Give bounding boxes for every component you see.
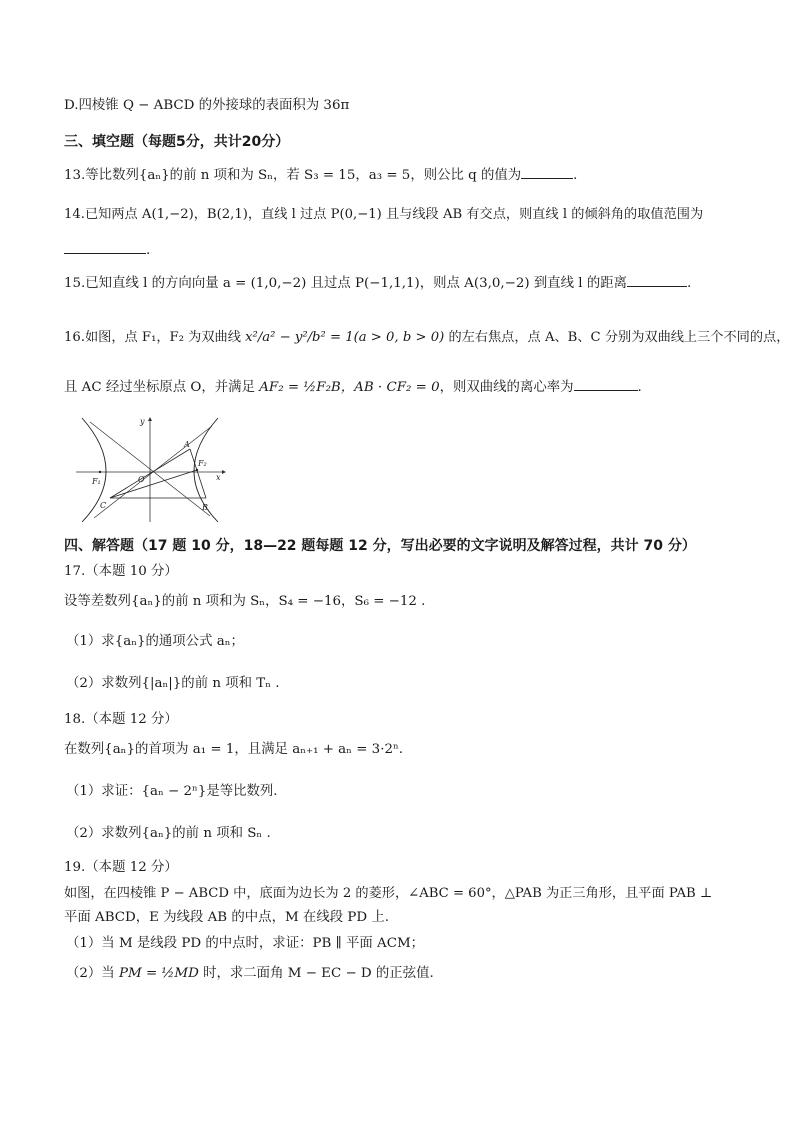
question-14: 14.已知两点 A(1,−2)，B(2,1)，直线 l 过点 P(0,−1) 且与线段 AB 有交点，则直线 l 的倾斜角的取值范围为 bbox=[64, 207, 704, 222]
question-16-text-c1: 且 AC 经过坐标原点 O，并满足 bbox=[64, 380, 255, 395]
answer-blank-13[interactable] bbox=[521, 164, 573, 179]
question-15 bbox=[64, 272, 754, 294]
question-14-answer-line bbox=[64, 239, 754, 261]
x-axis-arrow bbox=[222, 470, 226, 474]
question-15-end: . bbox=[687, 276, 692, 291]
question-18-body: 在数列{aₙ}的首项为 a₁ = 1，且满足 aₙ₊₁ + aₙ = 3·2ⁿ. bbox=[64, 742, 404, 757]
label-o: O bbox=[138, 475, 145, 484]
question-16-text-b: 的左右焦点，点 A、B、C 分别为双曲线上三个不同的点， bbox=[448, 330, 790, 345]
question-14-end: . bbox=[146, 243, 151, 258]
question-17-part2: （2）求数列{|aₙ|}的前 n 项和 Tₙ . bbox=[66, 676, 280, 691]
question-16-line2 bbox=[64, 376, 754, 398]
question-18-part1: （1）求证：{aₙ − 2ⁿ}是等比数列. bbox=[66, 784, 278, 799]
question-16-line1 bbox=[64, 328, 790, 348]
segment-c-f2 bbox=[110, 470, 197, 498]
question-18-heading: 18.（本题 12 分） bbox=[64, 712, 178, 727]
label-c: C bbox=[100, 501, 107, 510]
focus-f2-point bbox=[196, 469, 198, 471]
question-15-text: 15.已知直线 l 的方向向量 a = (1,0,−2) 且过点 P(−1,1,1)，则点 A(3,0,−2) 到直线 l 的距离 bbox=[64, 276, 627, 291]
y-axis-arrow bbox=[148, 417, 152, 421]
question-18-part2: （2）求数列{aₙ}的前 n 项和 Sₙ . bbox=[66, 826, 271, 841]
section-answer-title: 四、解答题（17 题 10 分，18—22 题每题 12 分，写出必要的文字说明及解答过程，共计 70 分） bbox=[64, 538, 696, 554]
question-19-part1: （1）当 M 是线段 PD 的中点时，求证：PB ∥ 平面 ACM； bbox=[66, 936, 425, 951]
focus-f1-point bbox=[99, 471, 101, 473]
question-16-text-c3: ，则双曲线的离心率为 bbox=[439, 380, 574, 395]
label-b: B bbox=[202, 503, 208, 512]
segment-ab bbox=[190, 449, 206, 498]
question-19-part2-a: （2）当 bbox=[66, 966, 115, 981]
hyperbola-figure bbox=[70, 414, 230, 524]
label-a: A bbox=[184, 440, 190, 449]
question-19-part2 bbox=[66, 964, 754, 984]
triangle-lines bbox=[110, 449, 206, 498]
question-17-part1: （1）求{aₙ}的通项公式 aₙ； bbox=[66, 634, 244, 649]
question-19-body1: 如图，在四棱锥 P − ABCD 中，底面为边长为 2 的菱形，∠ABC = 60°，△PAB 为正三角形，且平面 PAB ⊥ bbox=[64, 886, 713, 901]
label-x: x bbox=[216, 473, 221, 482]
answer-blank-15[interactable] bbox=[627, 272, 687, 287]
question-17-body: 设等差数列{aₙ}的前 n 项和为 Sₙ，S₄ = −16，S₆ = −12 . bbox=[64, 594, 426, 609]
question-13-end: . bbox=[573, 168, 578, 183]
answer-blank-16[interactable] bbox=[574, 376, 638, 391]
question-17-heading: 17.（本题 10 分） bbox=[64, 564, 178, 579]
question-19-part2-c: 时，求二面角 M − EC − D 的正弦值. bbox=[203, 966, 434, 981]
question-13 bbox=[64, 164, 754, 186]
ratio-condition: PM = ½MD bbox=[118, 966, 199, 981]
section-fill-in-title: 三、填空题（每题5分，共计20分） bbox=[64, 134, 290, 150]
option-d-line: D.四棱锥 Q − ABCD 的外接球的表面积为 36π bbox=[64, 98, 350, 113]
hyperbola-equation: x²/a² − y²/b² = 1(a > 0, b > 0) bbox=[245, 330, 445, 345]
question-16-end: . bbox=[637, 380, 642, 395]
vector-conditions: AF₂ = ½F₂B，AB · CF₂ = 0 bbox=[259, 380, 440, 395]
label-f2: F₂ bbox=[198, 459, 207, 468]
question-19-body2: 平面 ABCD，E 为线段 AB 的中点，M 在线段 PD 上. bbox=[64, 910, 390, 925]
label-y: y bbox=[140, 417, 145, 426]
question-16-text-a: 16.如图，点 F₁，F₂ 为双曲线 bbox=[64, 330, 241, 345]
question-13-text: 13.等比数列{aₙ}的前 n 项和为 Sₙ，若 S₃ = 15，a₃ = 5，则公比 q 的值为 bbox=[64, 168, 522, 183]
label-f1: F₁ bbox=[92, 477, 101, 486]
answer-blank-14[interactable] bbox=[64, 239, 146, 254]
question-19-heading: 19.（本题 12 分） bbox=[64, 860, 178, 875]
